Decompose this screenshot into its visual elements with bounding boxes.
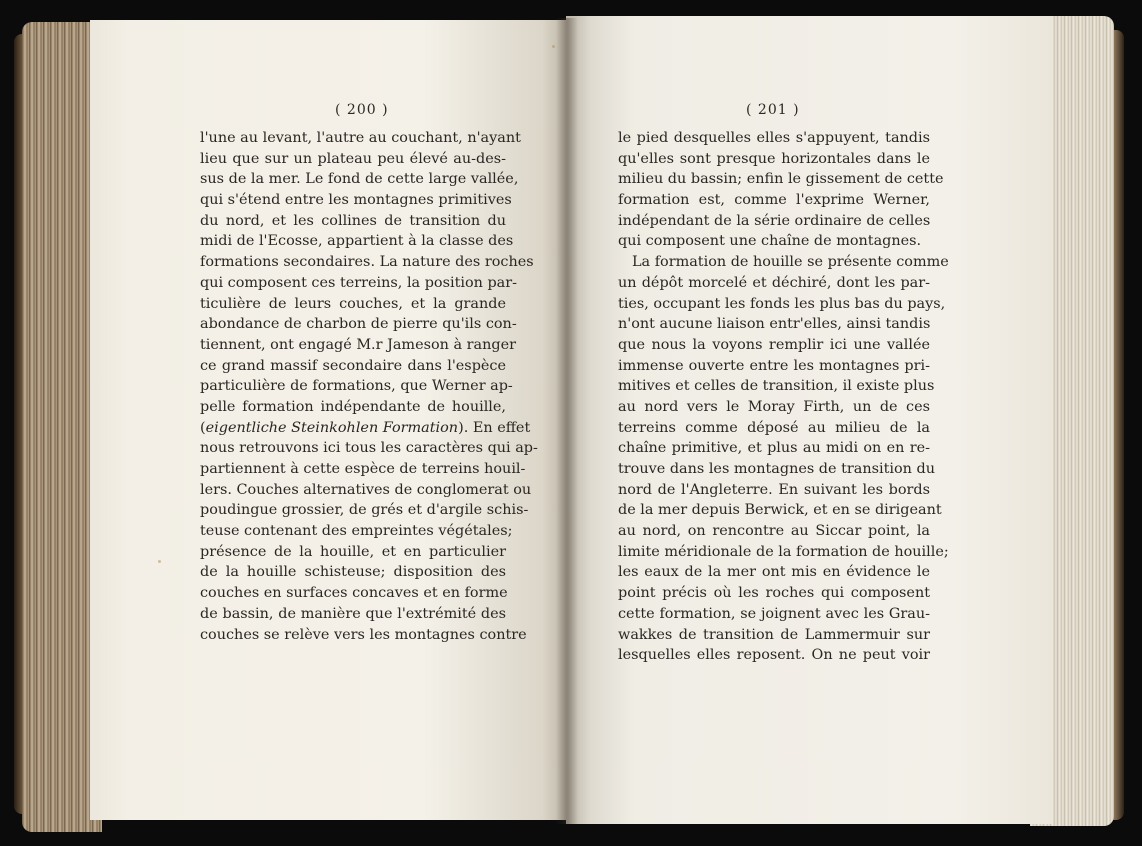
italic-term: eigentliche Steinkohlen Formation: [205, 419, 459, 436]
text-line: lers. Couches alternatives de conglomerat ou: [200, 481, 532, 498]
text-line: sus de la mer. Le fond de cette large vallée,: [200, 171, 519, 188]
text-line: présence de la houille, et en particulier: [200, 543, 506, 560]
right-page-number: ( 201 ): [746, 102, 800, 118]
text-line: au nord vers le Moray Firth, un de ces: [618, 398, 930, 415]
text-line: formation est, comme l'exprime Werner,: [618, 192, 930, 209]
text-line: abondance de charbon de pierre qu'ils con-: [200, 316, 517, 333]
text-line: l'une au levant, l'autre au couchant, n'ayant: [200, 130, 521, 146]
text-line: (eigentliche Steinkohlen Formation). En effet: [200, 419, 531, 436]
text-line: de bassin, de manière que l'extrémité des: [200, 605, 506, 622]
text-line: qui composent ces terreins, la position par-: [200, 274, 517, 291]
text-line: teuse contenant des empreintes végétales;: [200, 523, 513, 540]
text-line: limite méridionale de la formation de houille;: [618, 543, 949, 560]
text-line: midi de l'Ecosse, appartient à la classe des: [200, 233, 514, 250]
text-line: trouve dans les montagnes de transition du: [618, 461, 935, 477]
text-line: tiennent, ont engagé M.r Jameson à ranger: [200, 336, 516, 353]
text-line: nord de l'Angleterre. En suivant les bords: [618, 481, 930, 498]
text-line: milieu du bassin; enfin le gissement de cette: [618, 171, 944, 188]
text-line: La formation de houille se présente comme: [632, 254, 949, 271]
text-line: point précis où les roches qui composent: [618, 585, 930, 602]
text-line: lieu que sur un plateau peu élevé au-des-: [200, 150, 506, 167]
text-line: wakkes de transition de Lammermuir sur: [618, 626, 930, 643]
text-line: qui composent une chaîne de montagnes.: [618, 233, 922, 250]
right-page: [566, 16, 1052, 824]
text-line: au nord, on rencontre au Siccar point, la: [618, 523, 930, 540]
text-line: de la houille schisteuse; disposition des: [200, 564, 506, 581]
paper-speck: [552, 45, 555, 48]
text-line: couches se relève vers les montagnes contre: [200, 626, 527, 643]
text-line: ticulière de leurs couches, et la grande: [200, 295, 506, 312]
text-line: le pied desquelles elles s'appuyent, tandis: [618, 130, 930, 146]
text-line: partiennent à cette espèce de terreins houil-: [200, 461, 526, 477]
text-line: un dépôt morcelé et déchiré, dont les par-: [618, 274, 930, 291]
text-line: chaîne primitive, et plus au midi on en re-: [618, 440, 930, 457]
text-line: lesquelles elles reposent. On ne peut voir: [618, 647, 930, 664]
right-page-text: [618, 128, 949, 666]
text-line: poudingue grossier, de grés et d'argile schis-: [200, 502, 529, 519]
paper-speck: [158, 560, 161, 563]
text-line: indépendant de la série ordinaire de celles: [618, 212, 931, 229]
text-line: terreins comme déposé au milieu de la: [618, 419, 930, 436]
text-line: ties, occupant les fonds les plus bas du pays,: [618, 295, 946, 312]
text-line: les eaux de la mer ont mis en évidence le: [618, 564, 930, 581]
text-line: pelle formation indépendante de houille,: [200, 398, 506, 415]
text-line: que nous la voyons remplir ici une vallée: [618, 336, 930, 353]
text-line: ce grand massif secondaire dans l'espèce: [200, 357, 506, 374]
text-line: qui s'étend entre les montagnes primitives: [200, 192, 512, 209]
left-page-text: [200, 128, 538, 645]
text-line: du nord, et les collines de transition du: [200, 212, 506, 229]
text-line: de la mer depuis Berwick, et en se dirigeant: [618, 502, 942, 519]
left-page-number: ( 200 ): [335, 102, 389, 118]
book-gutter: [556, 18, 578, 824]
text-line: immense ouverte entre les montagnes pri-: [618, 357, 930, 374]
text-line: nous retrouvons ici tous les caractères qui ap-: [200, 440, 538, 457]
text-line: particulière de formations, que Werner ap-: [200, 378, 513, 395]
text-line: cette formation, se joignent avec les Grau-: [618, 605, 930, 622]
text-line: couches en surfaces concaves et en forme: [200, 585, 508, 602]
text-line: qu'elles sont presque horizontales dans le: [618, 150, 930, 167]
text-line: n'ont aucune liaison entr'elles, ainsi tandis: [618, 316, 931, 333]
text-line: mitives et celles de transition, il existe plus: [618, 378, 935, 395]
text-line: formations secondaires. La nature des roches: [200, 254, 534, 271]
left-page: [90, 20, 566, 820]
